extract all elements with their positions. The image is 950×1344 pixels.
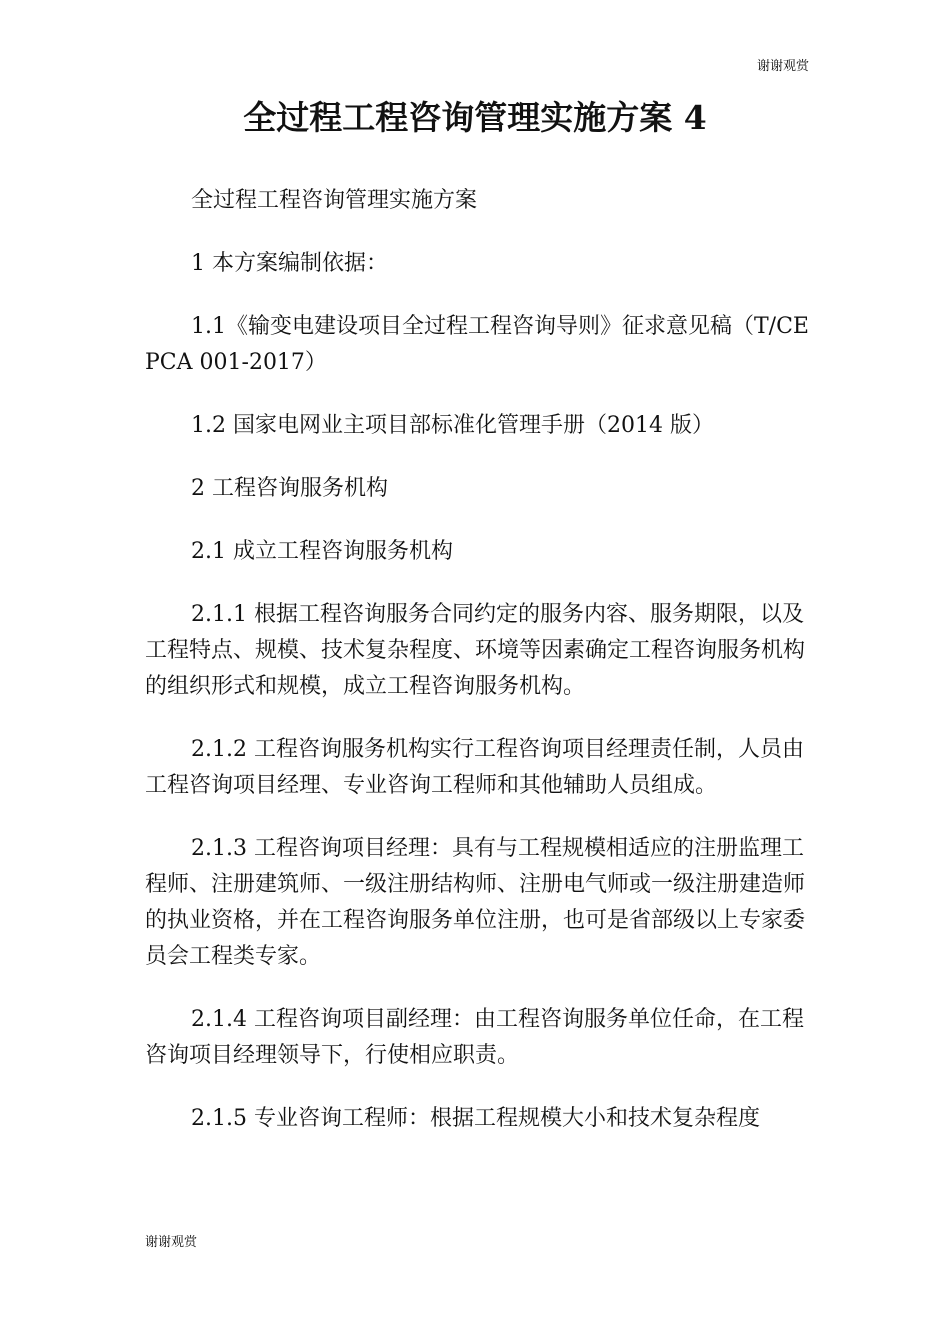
paragraph-2-1-4: 2.1.4 工程咨询项目副经理：由工程咨询服务单位任命，在工程咨询项目经理领导下，行使相应职责。 [145,1007,804,1068]
paragraph-subtitle: 全过程工程咨询管理实施方案 [191,188,478,213]
paragraph-2-1: 2.1 成立工程咨询服务机构 [191,539,453,564]
paragraph-section-2: 2 工程咨询服务机构 [191,476,388,501]
paragraph-1-1: 1.1《输变电建设项目全过程工程咨询导则》征求意见稿（T/CEPCA 001-2017） [145,314,809,375]
footer-note: 谢谢观赏 [145,1235,198,1250]
paragraph-2-1-5: 2.1.5 专业咨询工程师：根据工程规模大小和技术复杂程度 [191,1106,760,1131]
header-note: 谢谢观赏 [756,59,809,74]
paragraph-section-1: 1 本方案编制依据： [191,251,388,276]
paragraph-2-1-1: 2.1.1 根据工程咨询服务合同约定的服务内容、服务期限，以及工程特点、规模、技术复杂程度、环境等因素确定工程咨询服务机构的组织形式和规模，成立工程咨询服务机构。 [145,602,806,699]
document-title: 全过程工程咨询管理实施方案 4 [243,98,707,137]
paragraph-2-1-2: 2.1.2 工程咨询服务机构实行工程咨询项目经理责任制，人员由工程咨询项目经理、专业咨询工程师和其他辅助人员组成。 [145,737,804,798]
paragraph-2-1-3: 2.1.3 工程咨询项目经理：具有与工程规模相适应的注册监理工程师、注册建筑师、一级注册结构师、注册电气师或一级注册建造师的执业资格，并在工程咨询服务单位注册，也可是省部级以上专家委员会工程类专家。 [145,836,806,969]
paragraph-1-2: 1.2 国家电网业主项目部标准化管理手册（2014 版） [191,413,714,438]
document-body [145,183,815,1164]
